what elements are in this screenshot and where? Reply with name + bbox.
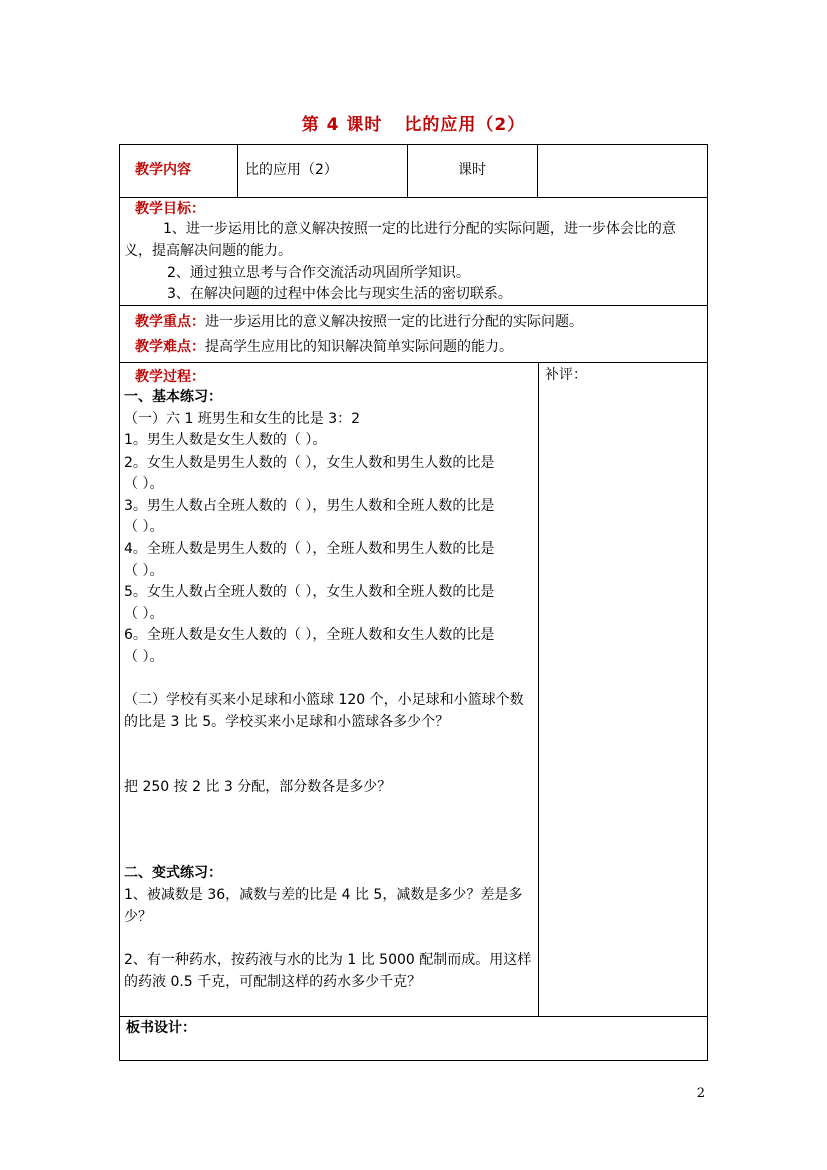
variant-2-line-2: 的药液 0.5 千克，可配制这样的药水多少千克？ [124,974,422,990]
row-divider-header [119,197,708,198]
process-comment-divider [538,362,539,1017]
objective-3: 3、在解决问题的过程中体会比与现实生活的密切联系。 [167,286,512,302]
row-divider-key [119,362,708,363]
row-divider-objectives [119,305,708,306]
row-divider-process [119,1016,708,1017]
practice-item: 4。全班人数是男生人数的（ ），全班人数和男生人数的比是 [124,541,495,557]
label-teaching-content: 教学内容 [135,162,191,178]
label-difficulty: 教学难点： [135,339,205,355]
practice-item: （ ）。 [124,649,164,665]
page-title [0,110,827,135]
practice-item: （ ）。 [124,606,164,622]
question-3: 把 250 按 2 比 3 分配，部分数各是多少？ [124,779,392,795]
label-key-point: 教学重点： [135,314,205,330]
header-divider-2 [407,144,408,198]
practice-item: 6。全班人数是女生人数的（ ），全班人数和女生人数的比是 [124,627,495,643]
section-variant-practice: 二、变式练习： [124,865,222,881]
teaching-content-value: 比的应用（2） [245,162,338,178]
label-objectives: 教学目标： [135,201,205,217]
header-divider-3 [537,144,538,198]
objective-1: 1、进一步运用比的意义解决按照一定的比进行分配的实际问题，进一步体会比的意 [163,221,676,237]
objective-1-cont: 义，提高解决问题的能力。 [124,243,292,259]
variant-1-line-1: 1、被减数是 36，减数与差的比是 4 比 5，减数是多少？差是多 [124,887,523,903]
label-class-period: 课时 [458,162,486,178]
header-divider-1 [237,144,238,198]
practice-item: （ ）。 [124,563,164,579]
title-topic: 比的应用（2） [404,115,526,135]
section-basic-practice: 一、基本练习： [124,389,222,405]
practice-item: （ ）。 [124,476,164,492]
page-number: 2 [696,1086,705,1101]
difficulty-row [135,336,513,358]
comment-label: 补评： [545,367,587,383]
difficulty-text: 提高学生应用比的知识解决简单实际问题的能力。 [205,339,513,355]
key-point-row [135,311,583,333]
practice-item: 3。男生人数占全班人数的（ ），男生人数和全班人数的比是 [124,498,495,514]
title-lesson-number: 第 4 课时 [301,115,383,135]
practice-item: （ ）。 [124,519,164,535]
label-board-design: 板书设计： [126,1020,196,1036]
key-point-text: 进一步运用比的意义解决按照一定的比进行分配的实际问题。 [205,314,583,330]
practice-item: 1。男生人数是女生人数的（ ）。 [124,432,327,448]
variant-1-line-2: 少？ [124,909,152,925]
label-process: 教学过程： [135,369,205,385]
question-2-line-2: 的比是 3 比 5。学校买来小足球和小篮球各多少个？ [124,714,450,730]
practice-item: 5。女生人数占全班人数的（ ），女生人数和全班人数的比是 [124,584,495,600]
variant-2-line-1: 2、有一种药水，按药液与水的比为 1 比 5000 配制而成。用这样 [124,952,532,968]
practice-item: 2。女生人数是男生人数的（ ），女生人数和男生人数的比是 [124,455,495,471]
question-1-intro: （一）六 1 班男生和女生的比是 3：2 [124,411,361,427]
objective-2: 2、通过独立思考与合作交流活动巩固所学知识。 [167,265,470,281]
question-2-line-1: （二）学校有买来小足球和小篮球 120 个，小足球和小篮球个数 [124,692,524,708]
